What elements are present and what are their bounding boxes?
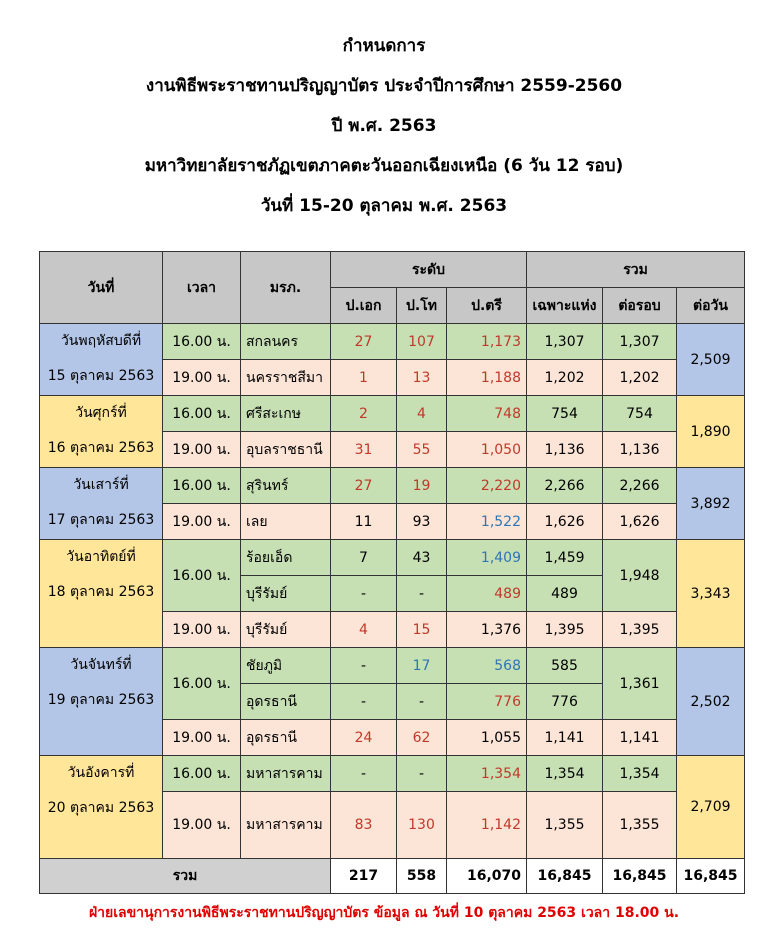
master-cell: - — [397, 576, 447, 612]
master-cell: 107 — [397, 324, 447, 360]
day-date: 20 ตุลาคม 2563 — [47, 800, 155, 816]
phd-cell: 2 — [331, 396, 397, 432]
title-line: ปี พ.ศ. 2563 — [331, 116, 437, 136]
title-line: กำหนดการ — [342, 36, 426, 56]
title-line: งานพิธีพระราชทานปริญญาบัตร ประจำปีการศึกษา 2559-2560 — [145, 76, 623, 96]
bachelor-cell: 1,188 — [447, 360, 527, 396]
university-cell: นครราชสีมา — [241, 360, 331, 396]
per-round-cell: 1,948 — [603, 540, 677, 612]
per-round-cell: 1,141 — [603, 720, 677, 756]
per-day-cell: 3,892 — [677, 468, 745, 540]
total-bachelor: 16,070 — [447, 859, 527, 894]
day-date: 16 ตุลาคม 2563 — [47, 440, 155, 456]
day-name: วันพฤหัสบดีที่ — [60, 333, 142, 349]
bachelor-cell: 568 — [447, 648, 527, 684]
per-round-cell: 1,395 — [603, 612, 677, 648]
master-cell: 15 — [397, 612, 447, 648]
university-cell: สุรินทร์ — [241, 468, 331, 504]
time-cell: 19.00 น. — [163, 792, 241, 859]
bachelor-cell: 1,055 — [447, 720, 527, 756]
per-univ-cell: 1,202 — [527, 360, 603, 396]
phd-cell: 4 — [331, 612, 397, 648]
day-name: วันเสาร์ที่ — [73, 477, 129, 493]
master-cell: 62 — [397, 720, 447, 756]
per-round-cell: 1,136 — [603, 432, 677, 468]
total-per-round: 16,845 — [603, 859, 677, 894]
day-date: 17 ตุลาคม 2563 — [47, 512, 155, 528]
university-cell: อุดรธานี — [241, 684, 331, 720]
header-day: วันที่ — [40, 252, 163, 324]
day-date: 15 ตุลาคม 2563 — [47, 368, 155, 384]
day-cell — [40, 540, 163, 648]
table-row — [40, 756, 745, 792]
phd-cell: - — [331, 648, 397, 684]
per-round-cell: 1,202 — [603, 360, 677, 396]
per-univ-cell: 585 — [527, 648, 603, 684]
time-cell: 16.00 น. — [163, 648, 241, 720]
total-per-univ: 16,845 — [527, 859, 603, 894]
per-univ-cell: 1,307 — [527, 324, 603, 360]
header-per-day: ต่อวัน — [677, 288, 745, 324]
time-cell: 19.00 น. — [163, 432, 241, 468]
per-univ-cell: 1,626 — [527, 504, 603, 540]
day-cell — [40, 324, 163, 396]
master-cell: 130 — [397, 792, 447, 859]
phd-cell: 31 — [331, 432, 397, 468]
header-time: เวลา — [163, 252, 241, 324]
master-cell: - — [397, 756, 447, 792]
bachelor-cell: 1,142 — [447, 792, 527, 859]
per-day-cell: 1,890 — [677, 396, 745, 468]
day-cell — [40, 648, 163, 756]
phd-cell: 24 — [331, 720, 397, 756]
header-per-round: ต่อรอบ — [603, 288, 677, 324]
university-cell: มหาสารคาม — [241, 792, 331, 859]
time-cell: 16.00 น. — [163, 468, 241, 504]
per-univ-cell: 1,395 — [527, 612, 603, 648]
time-cell: 16.00 น. — [163, 324, 241, 360]
header-bachelor: ป.ตรี — [447, 288, 527, 324]
header-master: ป.โท — [397, 288, 447, 324]
per-day-cell: 2,502 — [677, 648, 745, 756]
per-round-cell: 2,266 — [603, 468, 677, 504]
university-cell: ศรีสะเกษ — [241, 396, 331, 432]
bachelor-cell: 489 — [447, 576, 527, 612]
master-cell: 4 — [397, 396, 447, 432]
table-row — [40, 468, 745, 504]
day-cell — [40, 468, 163, 540]
per-day-cell: 3,343 — [677, 540, 745, 648]
time-cell: 16.00 น. — [163, 396, 241, 432]
table-row — [40, 324, 745, 360]
per-univ-cell: 1,355 — [527, 792, 603, 859]
bachelor-cell: 776 — [447, 684, 527, 720]
per-univ-cell: 1,459 — [527, 540, 603, 576]
bachelor-cell: 1,173 — [447, 324, 527, 360]
header-per-univ: เฉพาะแห่ง — [527, 288, 603, 324]
per-round-cell: 1,355 — [603, 792, 677, 859]
schedule-table — [39, 251, 745, 894]
time-cell: 19.00 น. — [163, 504, 241, 540]
phd-cell: 27 — [331, 324, 397, 360]
per-round-cell: 1,307 — [603, 324, 677, 360]
day-name: วันอังคารที่ — [67, 765, 135, 781]
university-cell: เลย — [241, 504, 331, 540]
university-cell: ร้อยเอ็ด — [241, 540, 331, 576]
phd-cell: 11 — [331, 504, 397, 540]
university-cell: มหาสารคาม — [241, 756, 331, 792]
university-cell: อุบลราชธานี — [241, 432, 331, 468]
title-line: มหาวิทยาลัยราชภัฏเขตภาคตะวันออกเฉียงเหนือ (6 วัน 12 รอบ) — [144, 156, 624, 176]
per-univ-cell: 1,141 — [527, 720, 603, 756]
university-cell: สกลนคร — [241, 324, 331, 360]
master-cell: 55 — [397, 432, 447, 468]
document-title-block — [0, 26, 768, 226]
master-cell: 43 — [397, 540, 447, 576]
per-univ-cell: 489 — [527, 576, 603, 612]
bachelor-cell: 1,522 — [447, 504, 527, 540]
university-cell: บุรีรัมย์ — [241, 612, 331, 648]
per-day-cell: 2,709 — [677, 756, 745, 859]
university-cell: บุรีรัมย์ — [241, 576, 331, 612]
total-label: รวม — [40, 859, 331, 894]
master-cell: 17 — [397, 648, 447, 684]
total-per-day: 16,845 — [677, 859, 745, 894]
footnote: ฝ่ายเลขานุการงานพิธีพระราชทานปริญญาบัตร ข้อมูล ณ วันที่ 10 ตุลาคม 2563 เวลา 18.00 น. — [88, 905, 680, 921]
table-row — [40, 540, 745, 576]
master-cell: 93 — [397, 504, 447, 540]
per-round-cell: 1,626 — [603, 504, 677, 540]
university-cell: อุดรธานี — [241, 720, 331, 756]
day-cell — [40, 396, 163, 468]
time-cell: 16.00 น. — [163, 540, 241, 612]
bachelor-cell: 748 — [447, 396, 527, 432]
per-univ-cell: 776 — [527, 684, 603, 720]
bachelor-cell: 1,050 — [447, 432, 527, 468]
bachelor-cell: 1,376 — [447, 612, 527, 648]
header-total: รวม — [527, 252, 745, 288]
day-name: วันจันทร์ที่ — [70, 657, 132, 673]
header-row — [40, 252, 745, 288]
header-phd: ป.เอก — [331, 288, 397, 324]
total-row — [40, 859, 745, 894]
time-cell: 16.00 น. — [163, 756, 241, 792]
time-cell: 19.00 น. — [163, 612, 241, 648]
per-univ-cell: 754 — [527, 396, 603, 432]
master-cell: - — [397, 684, 447, 720]
time-cell: 19.00 น. — [163, 360, 241, 396]
per-day-cell: 2,509 — [677, 324, 745, 396]
bachelor-cell: 2,220 — [447, 468, 527, 504]
per-round-cell: 1,361 — [603, 648, 677, 720]
day-name: วันศุกร์ที่ — [75, 405, 127, 421]
per-univ-cell: 1,136 — [527, 432, 603, 468]
day-date: 19 ตุลาคม 2563 — [47, 692, 155, 708]
university-cell: ชัยภูมิ — [241, 648, 331, 684]
phd-cell: 7 — [331, 540, 397, 576]
header-university: มรภ. — [241, 252, 331, 324]
header-level: ระดับ — [331, 252, 527, 288]
phd-cell: - — [331, 576, 397, 612]
per-round-cell: 1,354 — [603, 756, 677, 792]
bachelor-cell: 1,354 — [447, 756, 527, 792]
total-phd: 217 — [331, 859, 397, 894]
total-master: 558 — [397, 859, 447, 894]
phd-cell: - — [331, 756, 397, 792]
per-univ-cell: 2,266 — [527, 468, 603, 504]
day-cell — [40, 756, 163, 859]
phd-cell: 1 — [331, 360, 397, 396]
time-cell: 19.00 น. — [163, 720, 241, 756]
master-cell: 13 — [397, 360, 447, 396]
phd-cell: 27 — [331, 468, 397, 504]
per-univ-cell: 1,354 — [527, 756, 603, 792]
per-round-cell: 754 — [603, 396, 677, 432]
day-date: 18 ตุลาคม 2563 — [47, 584, 155, 600]
table-row — [40, 648, 745, 684]
phd-cell: 83 — [331, 792, 397, 859]
bachelor-cell: 1,409 — [447, 540, 527, 576]
table-row — [40, 396, 745, 432]
day-name: วันอาทิตย์ที่ — [66, 549, 136, 565]
title-line: วันที่ 15-20 ตุลาคม พ.ศ. 2563 — [260, 196, 508, 216]
master-cell: 19 — [397, 468, 447, 504]
phd-cell: - — [331, 684, 397, 720]
